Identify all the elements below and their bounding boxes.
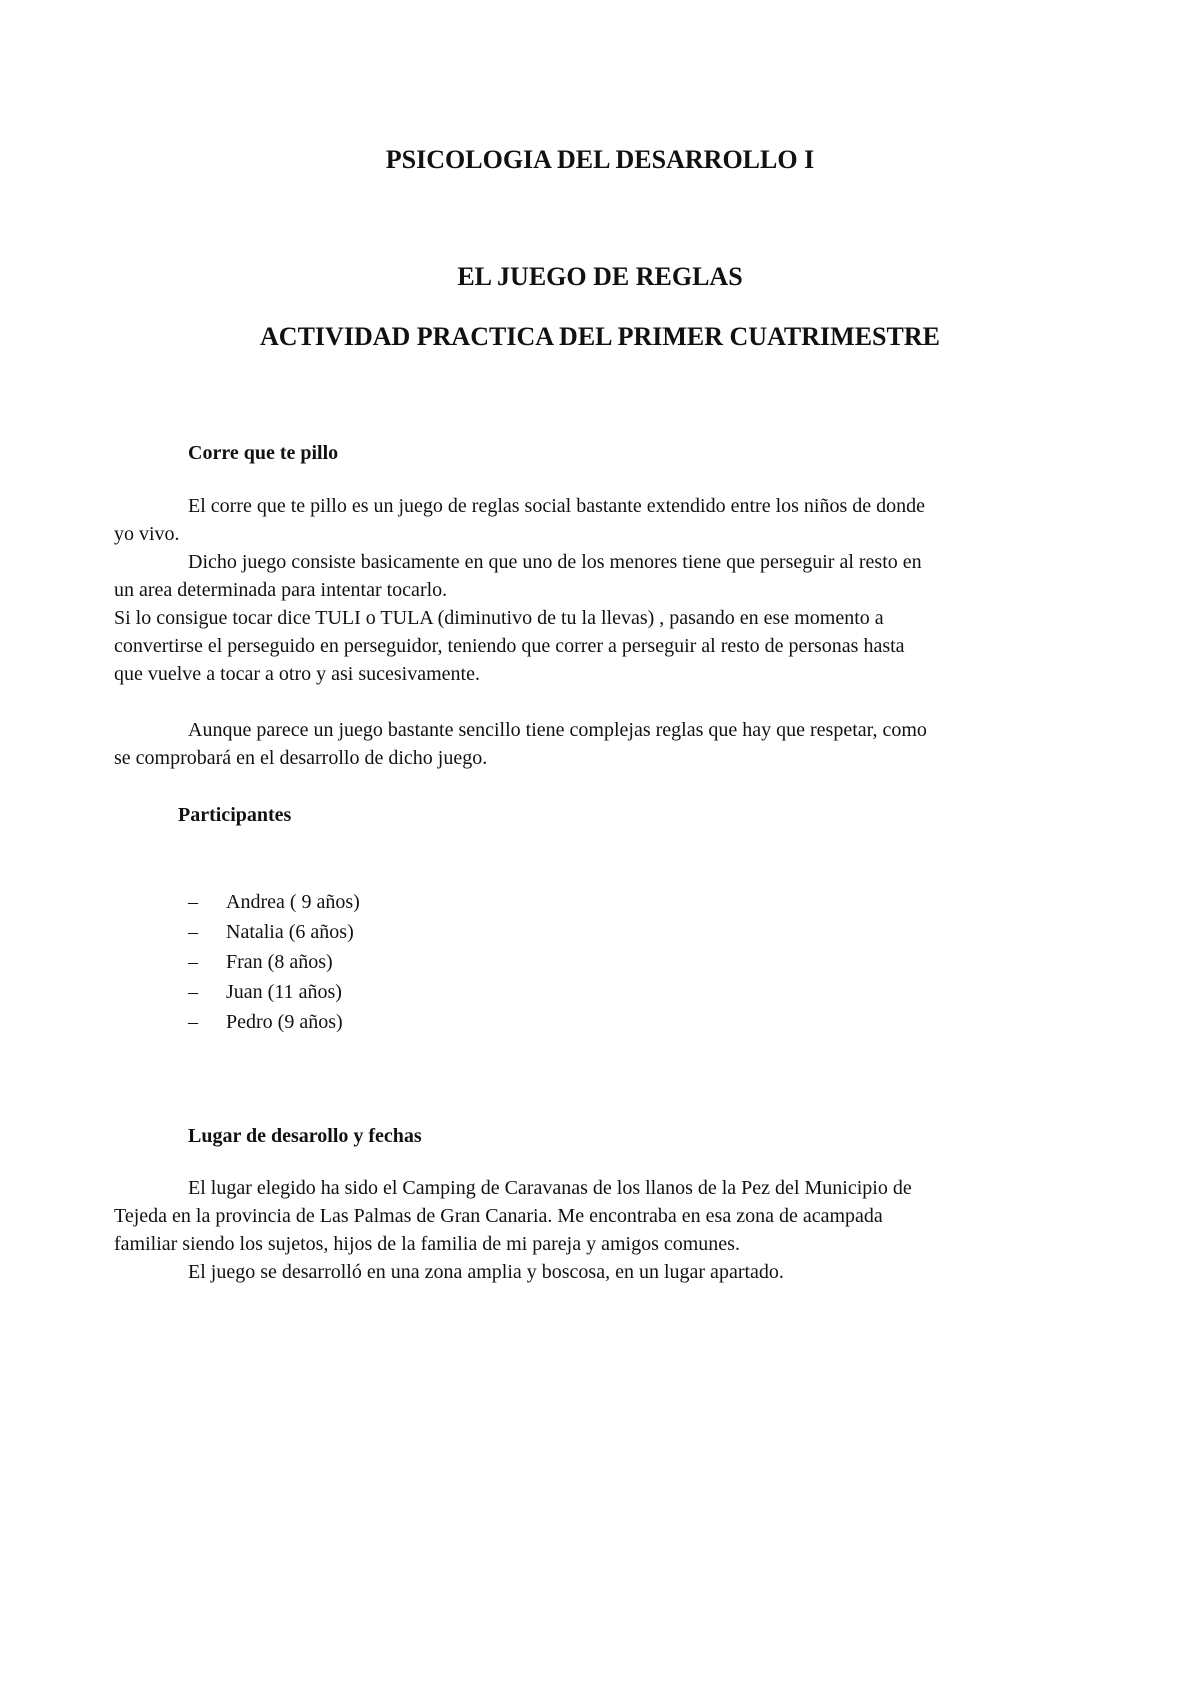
text-line: un area determinada para intentar tocarlo. (114, 579, 448, 601)
document-title: EL JUEGO DE REGLAS (457, 262, 743, 291)
list-item (188, 917, 360, 947)
text-line: El lugar elegido ha sido el Camping de Caravanas de los llanos de la Pez del Municipio de (188, 1177, 912, 1199)
list-item (188, 887, 360, 917)
participants-heading: Participantes (178, 804, 292, 826)
text-line: se comprobará en el desarrollo de dicho juego. (114, 747, 488, 769)
participants-list (188, 887, 360, 1037)
text-line: El corre que te pillo es un juego de reglas social bastante extendido entre los niños de donde (188, 495, 926, 517)
participant-name: Pedro (9 años) (226, 1011, 343, 1033)
participant-name: Fran (8 años) (226, 951, 333, 973)
text-line: Dicho juego consiste basicamente en que uno de los menores tiene que perseguir al resto en (188, 551, 922, 573)
text-line: que vuelve a tocar a otro y asi sucesivamente. (114, 663, 480, 685)
list-item (188, 947, 360, 977)
dash-bullet: – (188, 891, 198, 913)
location-heading: Lugar de desarollo y fechas (188, 1125, 422, 1147)
dash-bullet: – (188, 921, 198, 943)
text-line: Tejeda en la provincia de Las Palmas de Gran Canaria. Me encontraba en esa zona de acampada (114, 1205, 883, 1227)
list-item (188, 1007, 360, 1037)
text-line: El juego se desarrolló en una zona amplia y boscosa, en un lugar apartado. (188, 1261, 784, 1283)
game-description (114, 492, 1094, 688)
location-description (114, 1174, 1094, 1286)
text-line: Aunque parece un juego bastante sencillo tiene complejas reglas que hay que respetar, como (188, 719, 927, 741)
document-subtitle: ACTIVIDAD PRACTICA DEL PRIMER CUATRIMESTRE (260, 322, 940, 351)
participant-name: Juan (11 años) (226, 981, 342, 1003)
course-title: PSICOLOGIA DEL DESARROLLO I (385, 145, 815, 174)
text-line: yo vivo. (114, 523, 180, 545)
participant-name: Natalia (6 años) (226, 921, 354, 943)
text-line: convertirse el perseguido en perseguidor, teniendo que correr a perseguir al resto de personas hasta (114, 635, 905, 657)
dash-bullet: – (188, 1011, 198, 1033)
dash-bullet: – (188, 951, 198, 973)
participant-name: Andrea ( 9 años) (226, 891, 360, 913)
text-line: Si lo consigue tocar dice TULI o TULA (diminutivo de tu la llevas) , pasando en ese momento a (114, 607, 884, 629)
list-item (188, 977, 360, 1007)
game-note (114, 716, 1094, 772)
text-line: familiar siendo los sujetos, hijos de la familia de mi pareja y amigos comunes. (114, 1233, 740, 1255)
game-heading: Corre que te pillo (188, 442, 339, 464)
dash-bullet: – (188, 981, 198, 1003)
